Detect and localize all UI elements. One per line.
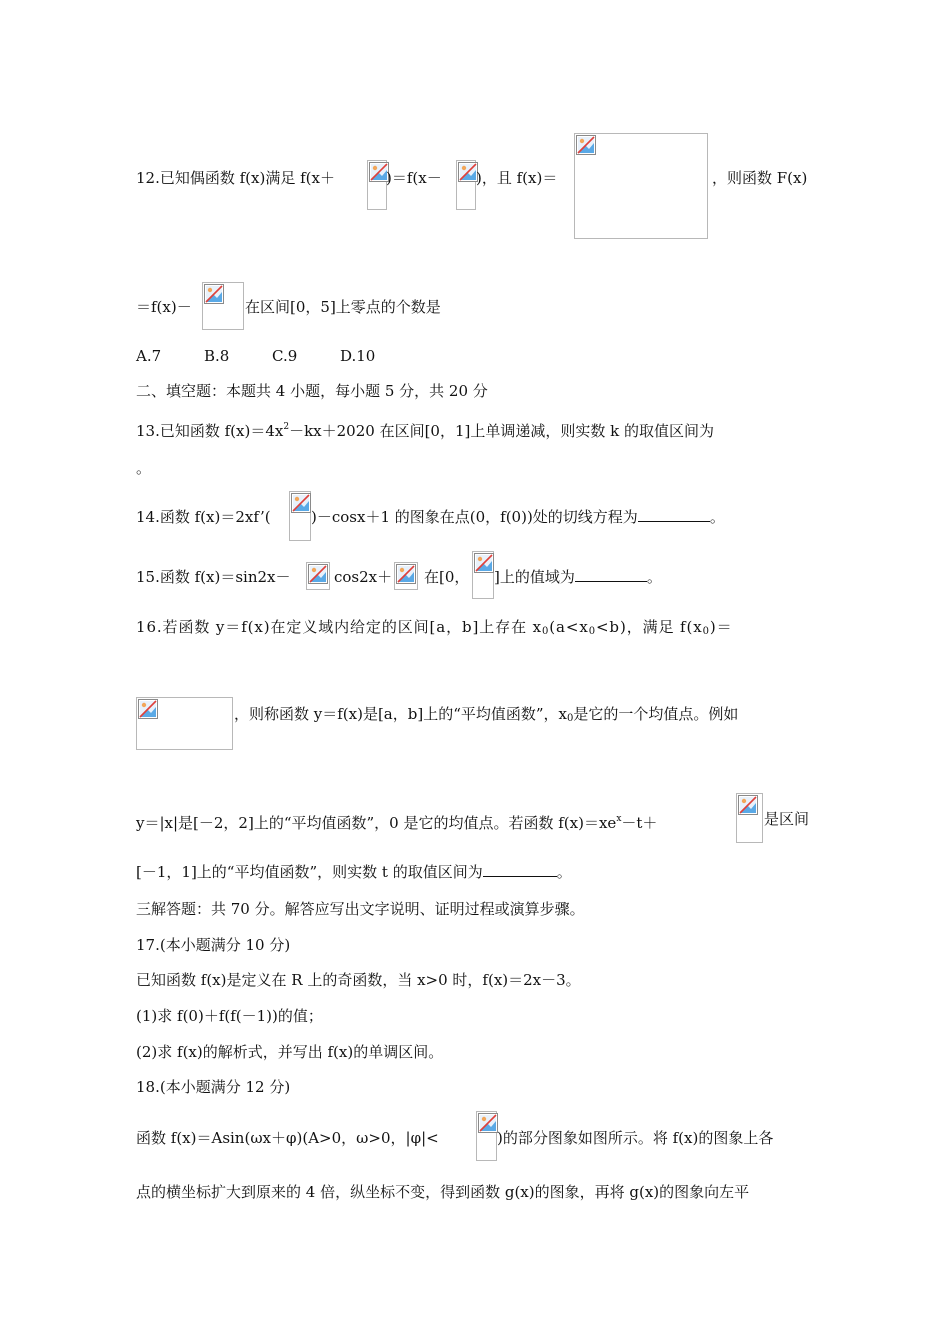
- q13-text: 13.已知函数 $f(x)=4x^2-kx+2020$ 在区间[0，1]上单调递减，则实数 k 的取值区间为: [136, 422, 714, 440]
- q16-line4: [－1，1]上的“平均值函数”，则实数 t 的取值区间为 。: [136, 863, 572, 881]
- q12-choices: [136, 346, 408, 366]
- q15-text-a: 15.函数 f(x)＝sin2x－: [136, 568, 291, 586]
- q12-part4: ，则函数 F(x): [712, 169, 808, 187]
- choice-d: D.10: [340, 347, 376, 365]
- choice-c: C.9: [272, 347, 298, 365]
- formula-image: [136, 697, 233, 750]
- q12-text-2: [386, 168, 442, 188]
- q18-line1b: )的部分图象如图所示。将 f(x)的图象上各: [497, 1129, 774, 1147]
- broken-image-icon: [474, 553, 494, 573]
- section-3-heading: 三解答题：共 70 分。解答应写出文字说明、证明过程或演算步骤。: [136, 900, 585, 918]
- broken-image-icon: [478, 1113, 498, 1133]
- formula-image: [394, 562, 418, 590]
- q17-line1: 已知函数 f(x)是定义在 R 上的奇函数，当 x>0 时，f(x)＝2x－3。: [136, 971, 581, 989]
- broken-image-icon: [291, 493, 311, 513]
- formula-image: [472, 551, 494, 599]
- formula-image: [456, 160, 476, 210]
- answer-blank[interactable]: [575, 567, 647, 582]
- choice-a: A.7: [136, 347, 162, 365]
- q18-line1a: 函数 f(x)＝Asin(ωx＋φ)(A>0，ω>0，|φ|<: [136, 1129, 439, 1147]
- broken-image-icon: [576, 135, 596, 155]
- formula-image: [736, 793, 763, 843]
- q14-text-b: )－cosx＋1 的图象在点(0，f(0))处的切线方程为 。: [311, 508, 725, 526]
- choice-b: B.8: [204, 347, 230, 365]
- broken-image-icon: [204, 284, 224, 304]
- formula-image: [476, 1111, 497, 1161]
- q12-text-1: [136, 168, 335, 188]
- answer-blank[interactable]: [638, 507, 710, 522]
- q16-line3a: y＝|x|是[－2，2]上的“平均值函数”，0 是它的均值点。若函数 $f(x)=xe^x-t+$: [136, 814, 658, 832]
- broken-image-icon: [458, 162, 478, 182]
- formula-image: [289, 491, 311, 541]
- q17-title: 17.(本小题满分 10 分): [136, 936, 291, 954]
- q16-line1: 16.若函数 y＝f(x)在定义域内给定的区间[a，b]上存在 $x_0(a<x_0<b)$，满足 $f(x_0)=$: [136, 618, 733, 637]
- q12-line2a: ＝f(x)－: [136, 298, 192, 316]
- broken-image-icon: [308, 564, 328, 584]
- section-2-heading: 二、填空题：本题共 4 小题，每小题 5 分，共 20 分: [136, 382, 488, 400]
- q18-title: 18.(本小题满分 12 分): [136, 1078, 291, 1096]
- q18-line2: 点的横坐标扩大到原来的 4 倍，纵坐标不变，得到函数 g(x)的图象，再将 g(x)的图象向左平: [136, 1183, 750, 1201]
- formula-image: [367, 160, 387, 210]
- q15-text-c: 在[0，: [424, 568, 470, 586]
- q12-part3: )，且 f(x)＝: [476, 169, 558, 187]
- q12-text-3: [476, 168, 557, 188]
- q12-part1: 12.已知偶函数 f(x)满足 f(x＋: [136, 169, 335, 187]
- broken-image-icon: [138, 699, 158, 719]
- formula-image: [306, 562, 330, 590]
- q12-text-4: [712, 168, 807, 188]
- q12-line2b: 在区间[0，5]上零点的个数是: [245, 298, 441, 316]
- q13-end: 。: [136, 459, 152, 477]
- formula-image: [202, 282, 244, 330]
- answer-blank[interactable]: [483, 862, 557, 877]
- q16-line2: ，则称函数 y＝f(x)是[a，b]上的“平均值函数”，$x_0$是它的一个均值点。例如: [234, 705, 739, 724]
- q14-text-a: 14.函数 f(x)＝2xf’(: [136, 508, 271, 526]
- broken-image-icon: [738, 795, 758, 815]
- broken-image-icon: [396, 564, 416, 584]
- q17-line2: (1)求 f(0)＋f(f(－1))的值；: [136, 1007, 323, 1025]
- q16-line3c: 是区间: [764, 810, 810, 828]
- q17-line3: (2)求 f(x)的解析式，并写出 f(x)的单调区间。: [136, 1043, 444, 1061]
- q15-text-b: cos2x＋: [334, 568, 393, 586]
- formula-image: [574, 133, 708, 239]
- q15-text-d: ]上的值域为 。: [494, 568, 662, 586]
- q12-part2: )＝f(x－: [386, 169, 442, 187]
